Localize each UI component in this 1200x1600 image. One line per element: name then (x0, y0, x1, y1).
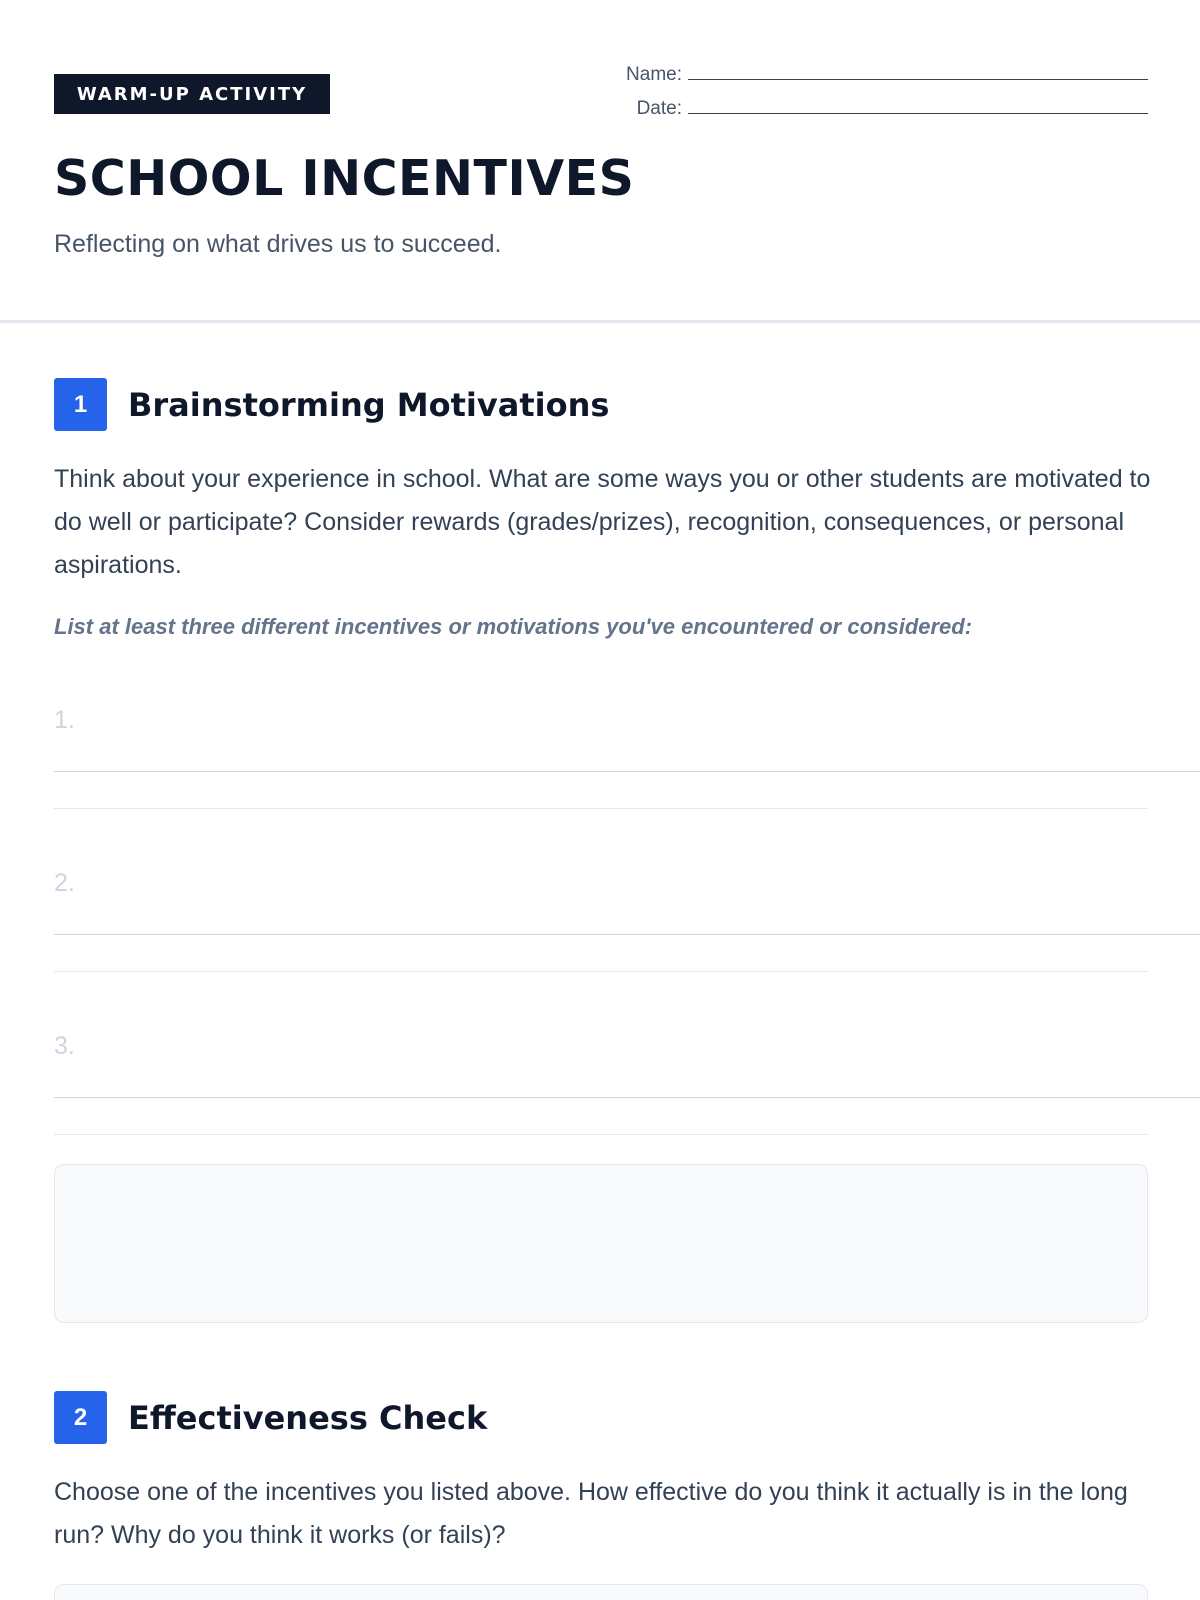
answer-number-1: 1. (54, 706, 75, 734)
date-label: Date: (636, 98, 682, 119)
section-1-prompt: Think about your experience in school. What are some ways you or other students are motivated to do well or participate? Consider rewards (grades/prizes), recognition, consequences, or personal aspirations. (54, 465, 1151, 579)
name-field-row (560, 52, 1148, 86)
name-field[interactable] (688, 79, 1148, 80)
name-label: Name: (626, 64, 682, 85)
date-field-row (560, 86, 1148, 120)
header-divider (0, 320, 1200, 323)
answer-line-2[interactable] (54, 934, 1200, 935)
section-title: Brainstorming Motivations (128, 385, 610, 424)
answer-line-1b[interactable] (54, 808, 1148, 809)
section-2-prompt: Choose one of the incentives you listed above. How effective do you think it actually is in the long run? Why do you think it works (or fails)? (54, 1478, 1128, 1549)
answer-number-2: 2. (54, 869, 75, 897)
activity-badge: WARM-UP ACTIVITY (54, 74, 330, 114)
notes-box[interactable] (54, 1164, 1148, 1323)
section-1-instruction: List at least three different incentives or motivations you've encountered or considered: (54, 614, 973, 639)
section-2-header (54, 1391, 487, 1444)
section-1-header (54, 378, 609, 431)
page-subtitle: Reflecting on what drives us to succeed. (54, 230, 502, 258)
name-date-fields (560, 52, 1148, 120)
page-title: SCHOOL INCENTIVES (54, 150, 635, 207)
section-number-badge: 1 (54, 378, 107, 431)
answer-line-3b[interactable] (54, 1134, 1148, 1135)
answer-line-1[interactable] (54, 771, 1200, 772)
answer-line-3[interactable] (54, 1097, 1200, 1098)
answer-line-2b[interactable] (54, 971, 1148, 972)
section-number-badge: 2 (54, 1391, 107, 1444)
answer-number-3: 3. (54, 1032, 75, 1060)
section-2-answer-box[interactable] (54, 1584, 1148, 1600)
section-title: Effectiveness Check (128, 1398, 488, 1437)
date-field[interactable] (688, 113, 1148, 114)
